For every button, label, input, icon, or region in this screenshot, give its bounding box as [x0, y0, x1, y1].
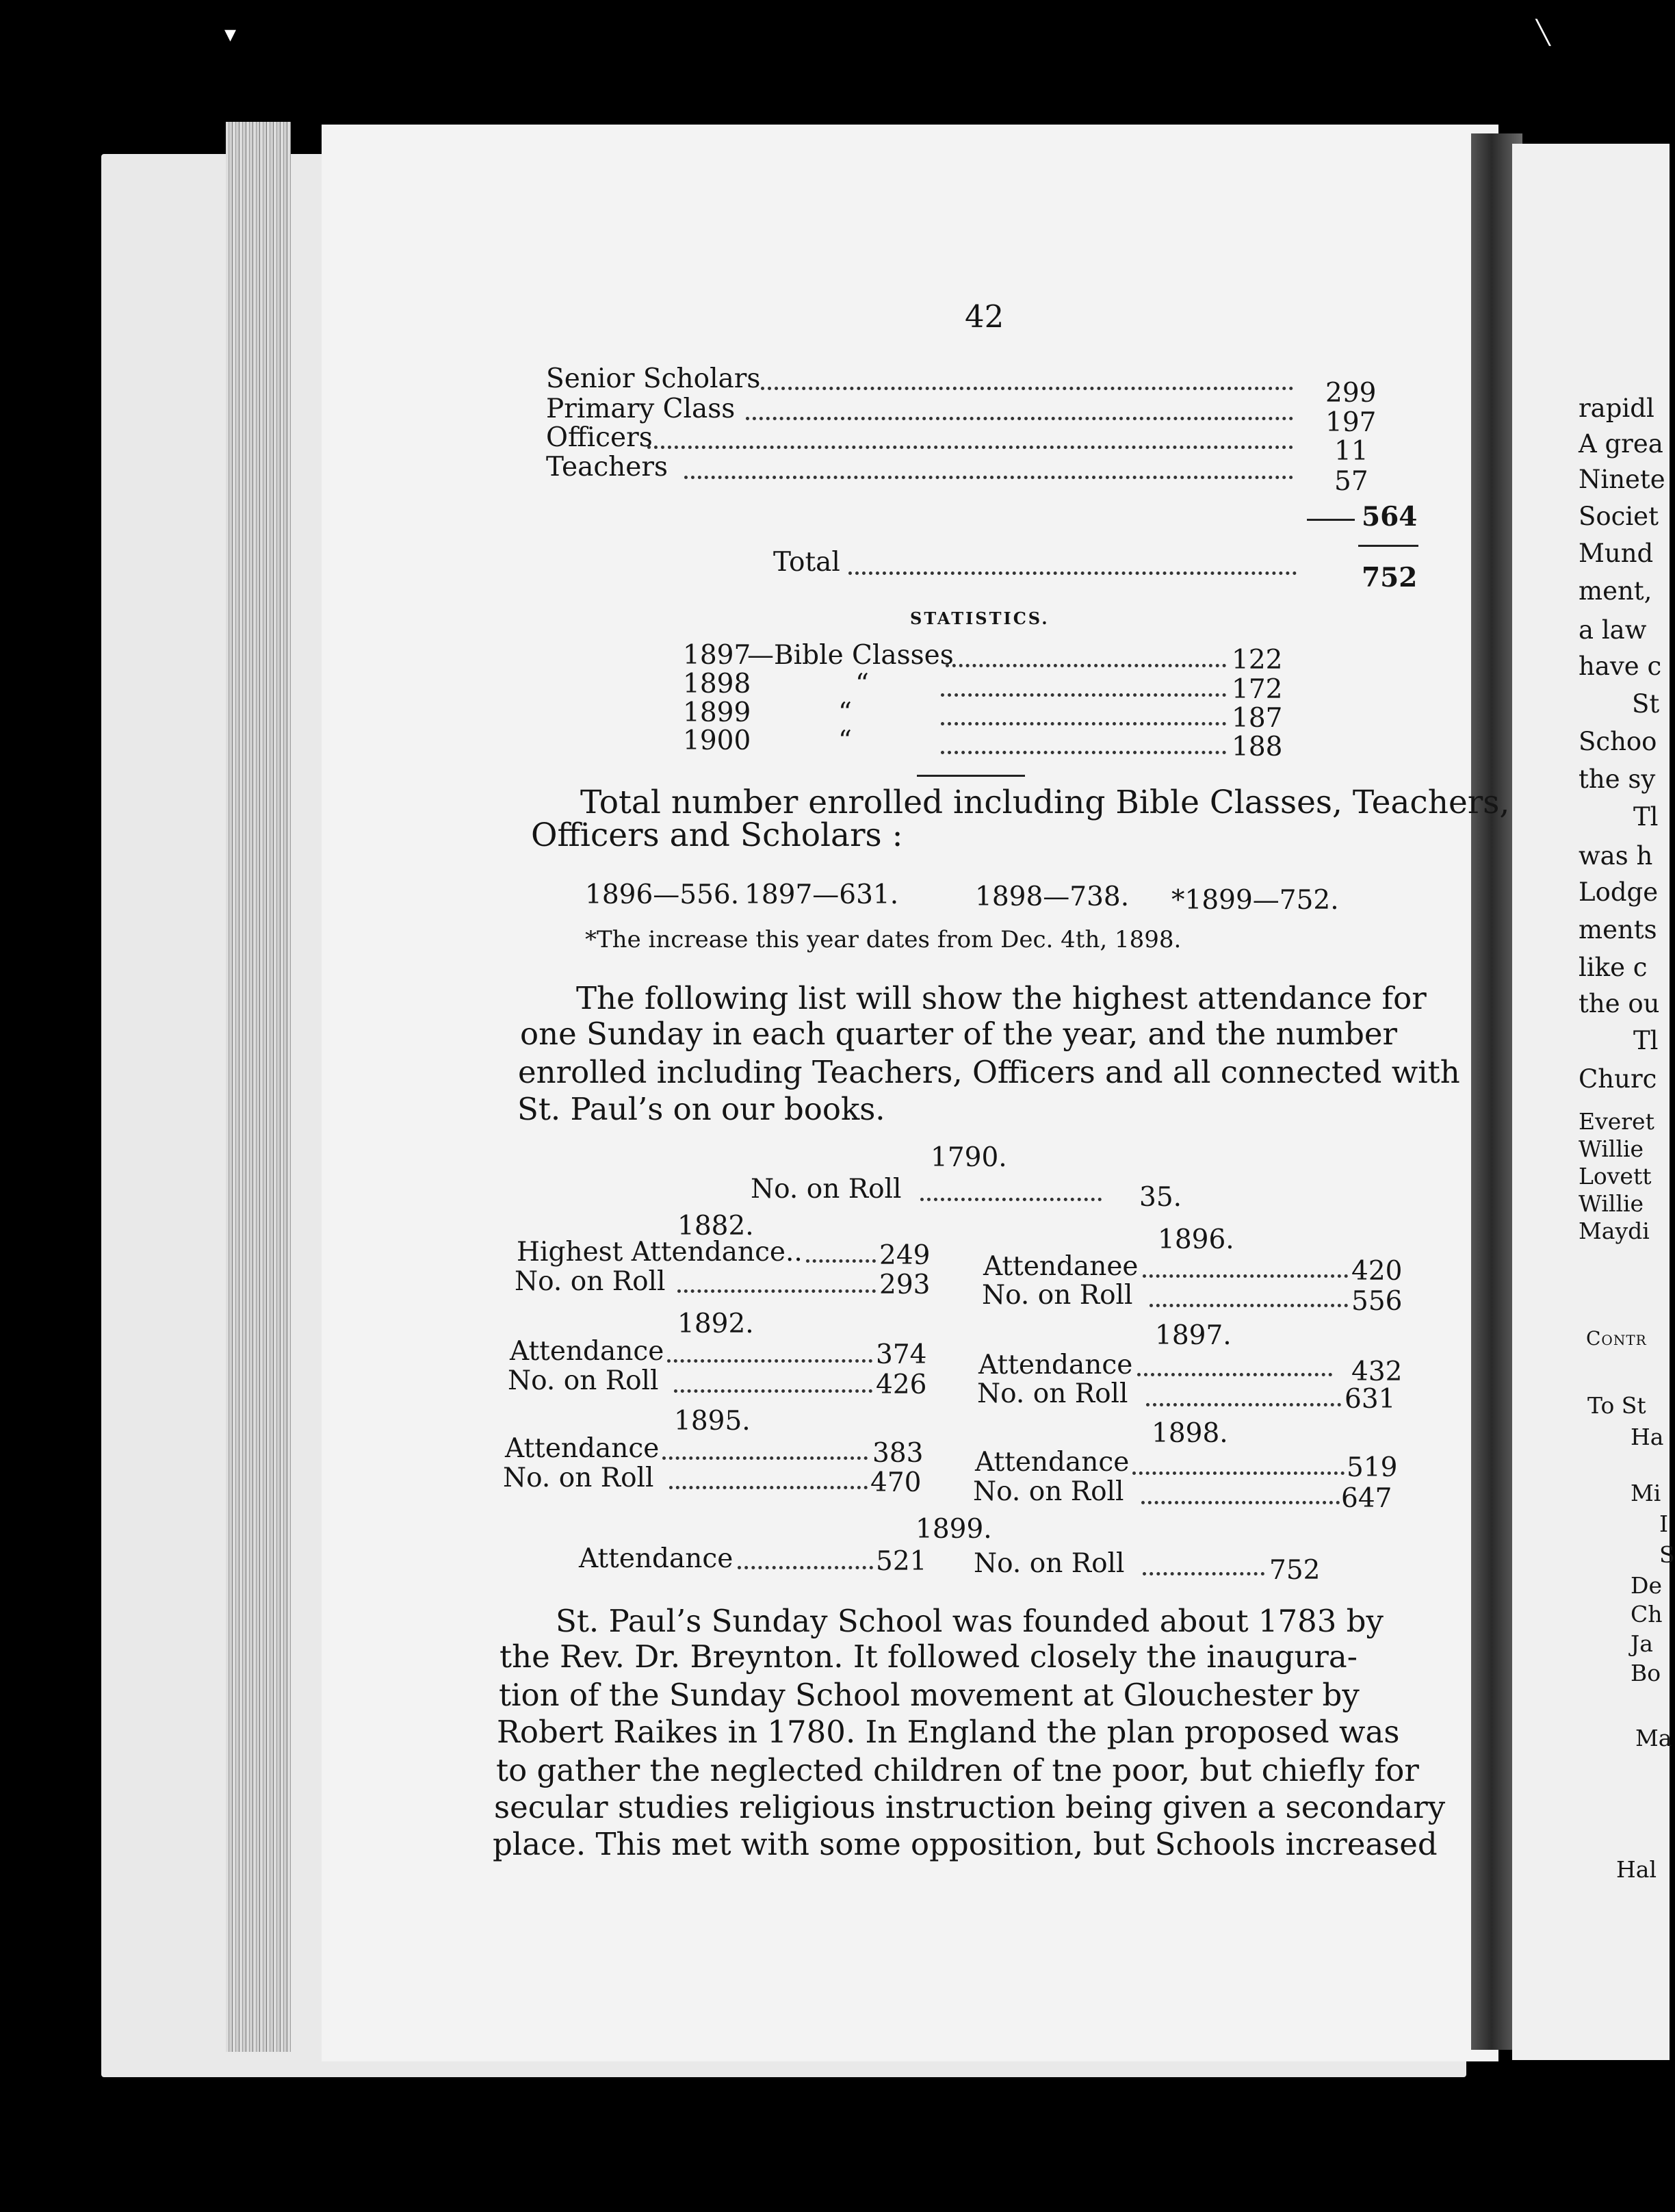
enrolled-year: *1899—752. [1171, 885, 1339, 916]
roll-value-1896: 556 [1351, 1286, 1403, 1317]
right-page-line: St [1632, 689, 1660, 719]
roll-label-1897: No. on Roll [977, 1378, 1128, 1409]
right-page-list-item: Ch [1631, 1601, 1663, 1628]
leader-dots [738, 1566, 873, 1569]
leader-dots [662, 1456, 868, 1460]
leader-dots [674, 1389, 872, 1393]
attendance-label-1895: Attendance [505, 1433, 660, 1464]
right-page-list-item: Ja [1631, 1630, 1653, 1657]
paragraph-line: to gather the neglected children of tne poor, but chiefly for [496, 1752, 1419, 1788]
leader-dots [684, 476, 1293, 479]
summary-total: 752 [1362, 562, 1418, 593]
right-page-line: Tl [1633, 802, 1659, 832]
attendance-year-1899: 1899. [916, 1514, 992, 1545]
summary-label-primary-class: Primary Class [546, 394, 736, 424]
enrolled-line: Total number enrolled including Bible Classes, Teachers, [580, 784, 1510, 821]
paragraph-line: St. Paul’s on our books. [517, 1091, 885, 1127]
leader-dots [946, 664, 1226, 667]
stat-value: 172 [1232, 674, 1283, 705]
attendance-label-1897: Attendance [978, 1350, 1133, 1380]
summary-total-label: Total [773, 547, 840, 578]
summary-label-officers: Officers [546, 422, 653, 453]
scan-corner-mark-right: ╲ [1536, 19, 1550, 47]
roll-label-1790: No. on Roll [751, 1174, 902, 1205]
paragraph-line: enrolled including Teachers, Officers and all connected with [518, 1054, 1460, 1090]
right-page-line: was h [1579, 841, 1653, 871]
right-page-line: the sy [1579, 764, 1656, 794]
roll-label-1899: No. on Roll [974, 1548, 1125, 1579]
roll-label-1895: No. on Roll [503, 1463, 654, 1493]
paragraph-line: place. This met with some opposition, but Schools increased [493, 1826, 1438, 1862]
roll-value-1899: 752 [1269, 1555, 1321, 1586]
right-page-name: Everet [1579, 1108, 1654, 1135]
attendance-label-1899: Attendance [579, 1543, 733, 1574]
stat-year: 1900 [683, 725, 751, 756]
summary-value-teachers: 57 [1334, 466, 1368, 497]
enrolled-year: 1898—738. [975, 882, 1130, 912]
attendance-value-1882: 249 [879, 1240, 931, 1271]
attendance-label-1882: Highest Attendance.. [517, 1237, 803, 1268]
paragraph-line: The following list will show the highest attendance for [576, 980, 1427, 1016]
right-page-line: Lodge [1579, 877, 1659, 907]
right-page-line: Ninete [1579, 465, 1665, 494]
attendance-year-1896: 1896. [1158, 1224, 1234, 1255]
right-page-line: Mund [1579, 539, 1654, 568]
stat-ditto: “ [838, 697, 852, 728]
enrolled-year: 1896—556. [585, 879, 740, 910]
roll-label-1892: No. on Roll [508, 1365, 659, 1396]
paragraph-line: one Sunday in each quarter of the year, and the number [520, 1016, 1398, 1052]
right-page-name: Willie [1579, 1135, 1644, 1162]
leader-dots [848, 571, 1297, 575]
attendance-year-1882: 1882. [677, 1211, 754, 1242]
right-page-heading: Contr [1586, 1327, 1647, 1350]
right-page-name: Willie [1579, 1190, 1644, 1217]
leader-dots [806, 1259, 876, 1263]
roll-label-1882: No. on Roll [515, 1266, 666, 1297]
right-page-line: like c [1579, 953, 1648, 982]
summary-subtotal: 564 [1362, 501, 1418, 532]
enrolled-year: 1897—631. [744, 879, 899, 910]
leader-dots [1137, 1373, 1332, 1376]
leader-dots [1150, 1304, 1348, 1307]
leader-dots [746, 417, 1293, 420]
leader-dots [647, 446, 1293, 449]
stat-year: 1897 [683, 640, 751, 671]
right-page-line: Tl [1633, 1026, 1659, 1055]
right-page-name: Maydi [1579, 1218, 1650, 1244]
attendance-year-1790: 1790. [931, 1142, 1007, 1173]
summary-label-senior-scholars: Senior Scholars [546, 363, 761, 394]
attendance-year-1895: 1895. [674, 1406, 751, 1437]
paragraph-line: tion of the Sunday School movement at Glouchester by [499, 1677, 1360, 1713]
enrolled-line: Officers and Scholars : [531, 816, 903, 854]
stat-value: 122 [1232, 645, 1283, 676]
roll-value-1790: 35. [1139, 1182, 1182, 1213]
attendance-value-1898: 519 [1347, 1452, 1398, 1483]
attendance-value-1899: 521 [876, 1546, 927, 1577]
attendance-year-1892: 1892. [677, 1309, 754, 1339]
right-page-line: A grea [1579, 429, 1663, 459]
leader-dots [761, 387, 1293, 390]
attendance-label-1898: Attendance [975, 1447, 1130, 1478]
leader-dots [669, 1486, 868, 1489]
attendance-year-1898: 1898. [1152, 1418, 1228, 1449]
page-edges [226, 122, 291, 2052]
statistics-heading: STATISTICS. [910, 608, 1050, 628]
roll-value-1897: 631 [1345, 1384, 1396, 1415]
right-page-line: Churc [1579, 1064, 1657, 1094]
attendance-value-1895: 383 [872, 1438, 924, 1469]
paragraph-line: secular studies religious instruction being given a secondary [494, 1789, 1446, 1825]
leader-dots [941, 722, 1226, 725]
enrolled-footnote: *The increase this year dates from Dec. 4th, 1898. [585, 926, 1182, 953]
leader-dots [920, 1198, 1102, 1201]
attendance-value-1896: 420 [1351, 1256, 1403, 1287]
summary-label-teachers: Teachers [546, 452, 668, 483]
stat-year: 1899 [683, 697, 751, 728]
roll-label-1896: No. on Roll [982, 1280, 1133, 1311]
right-page-line: ment, [1579, 576, 1652, 606]
right-page-line: Societ [1579, 502, 1659, 531]
attendance-label-1892: Attendance [510, 1336, 664, 1367]
summary-value-senior-scholars: 299 [1325, 378, 1377, 409]
attendance-value-1897: 432 [1351, 1356, 1403, 1387]
stat-value: 187 [1232, 703, 1283, 734]
stat-year: 1898 [683, 669, 751, 699]
right-page-list-item: To St [1587, 1392, 1646, 1419]
stat-ditto: “ [855, 669, 869, 699]
total-rule [1358, 545, 1418, 547]
leader-dots [941, 751, 1226, 754]
leader-dots [1132, 1471, 1345, 1475]
right-page-line: rapidl [1579, 394, 1654, 423]
right-page-list-item: De [1631, 1572, 1662, 1599]
attendance-label-1896: Attendanee [983, 1251, 1139, 1282]
leader-dots [941, 693, 1226, 697]
attendance-value-1892: 374 [876, 1339, 927, 1370]
right-page-line: the ou [1579, 989, 1660, 1018]
roll-value-1892: 426 [876, 1369, 927, 1400]
right-page-list-item: Bo [1631, 1660, 1661, 1686]
summary-value-primary-class: 197 [1325, 407, 1377, 438]
leader-dots [677, 1289, 876, 1293]
right-page-line: have c [1579, 652, 1662, 681]
leader-dots [667, 1359, 872, 1363]
right-page-list-item: S [1659, 1541, 1675, 1568]
paragraph-line: the Rev. Dr. Breynton. It followed closely the inaugura- [499, 1638, 1358, 1675]
page-number: 42 [965, 298, 1004, 335]
right-page-list-item: Ma [1635, 1725, 1672, 1751]
summary-value-officers: 11 [1334, 436, 1368, 467]
paragraph-line: St. Paul’s Sunday School was founded about 1783 by [556, 1603, 1384, 1639]
stat-ditto: “ [838, 725, 852, 756]
right-page-list-item: I [1659, 1510, 1669, 1537]
right-page-list-item: Ha [1631, 1424, 1664, 1450]
roll-value-1882: 293 [879, 1270, 931, 1300]
right-page-list-item: Mi [1631, 1480, 1661, 1506]
right-page-line: a law [1579, 615, 1647, 645]
subtotal-dash [1307, 519, 1355, 521]
scan-corner-mark-left: ▾ [224, 21, 237, 48]
leader-dots [1143, 1572, 1264, 1576]
stat-label: —Bible Classes [747, 640, 954, 671]
leader-dots [1143, 1274, 1348, 1278]
right-page-line: ments [1579, 915, 1657, 944]
stat-value: 188 [1232, 732, 1283, 762]
paragraph-line: Robert Raikes in 1780. In England the plan proposed was [497, 1714, 1400, 1750]
right-page-name: Lovett [1579, 1163, 1652, 1189]
roll-value-1898: 647 [1341, 1483, 1392, 1514]
statistics-rule [917, 775, 1025, 777]
attendance-year-1897: 1897. [1155, 1320, 1232, 1351]
roll-value-1895: 470 [870, 1467, 922, 1498]
leader-dots [1146, 1403, 1341, 1406]
roll-label-1898: No. on Roll [973, 1476, 1124, 1507]
right-page-list-item: Hal [1616, 1856, 1657, 1883]
leader-dots [1141, 1501, 1340, 1504]
right-page-line: Schoo [1579, 727, 1657, 756]
